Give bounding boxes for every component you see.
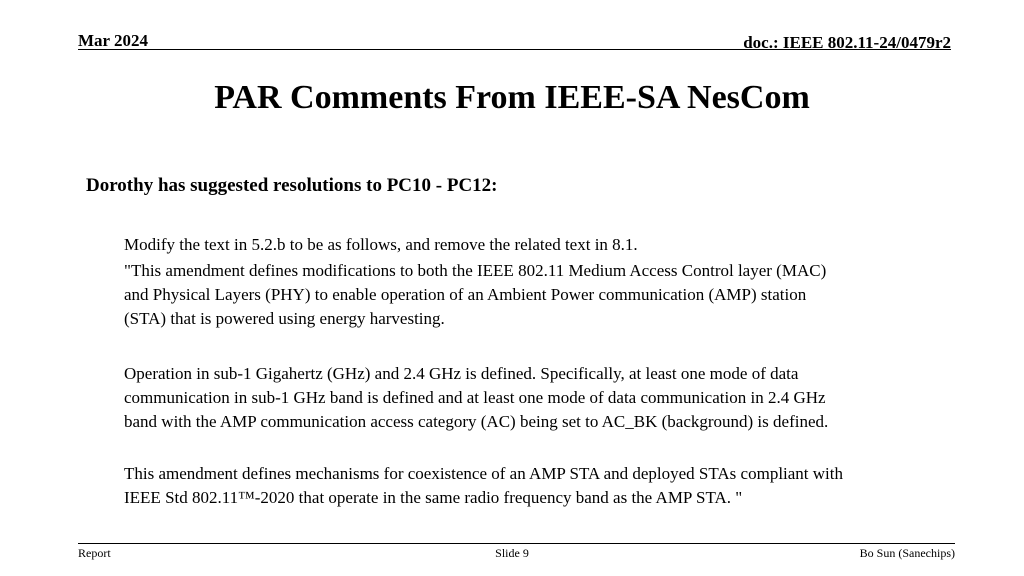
body-paragraph-1: Modify the text in 5.2.b to be as follows, and remove the related text in 8.1. xyxy=(124,235,638,254)
slide-number: Slide 9 xyxy=(495,546,529,560)
footer-author: Bo Sun (Sanechips) xyxy=(859,546,955,560)
footer-left-label: Report xyxy=(78,546,111,560)
slide-title: PAR Comments From IEEE-SA NesCom xyxy=(214,79,810,116)
header-date: Mar 2024 xyxy=(78,31,149,50)
header-divider xyxy=(78,49,951,50)
header-doc-id: doc.: IEEE 802.11-24/0479r2 xyxy=(743,33,951,52)
body-paragraph-4: This amendment defines mechanisms for coexistence of an AMP STA and deployed STAs compliant with IEEE Std 802.11™-2020 that operate in the same radio frequency band as the AMP STA. " xyxy=(124,464,844,507)
body-paragraph-2: "This amendment defines modifications to both the IEEE 802.11 Medium Access Control layer (MAC) and Physical Layers (PHY) to enable operation of an Ambient Power communication (AMP) station (STA) that is powered using energy harvesting. xyxy=(124,261,827,328)
footer-divider xyxy=(78,543,955,544)
slide-subheading: Dorothy has suggested resolutions to PC10 - PC12: xyxy=(86,175,498,196)
body-paragraph-3: Operation in sub-1 Gigahertz (GHz) and 2.4 GHz is defined. Specifically, at least one mode of data communication in sub-1 GHz band is defined and at least one mode of data communication in 2.4 GHz band with the AMP communication access category (AC) being set to AC_BK (background) is defined. xyxy=(124,364,829,431)
